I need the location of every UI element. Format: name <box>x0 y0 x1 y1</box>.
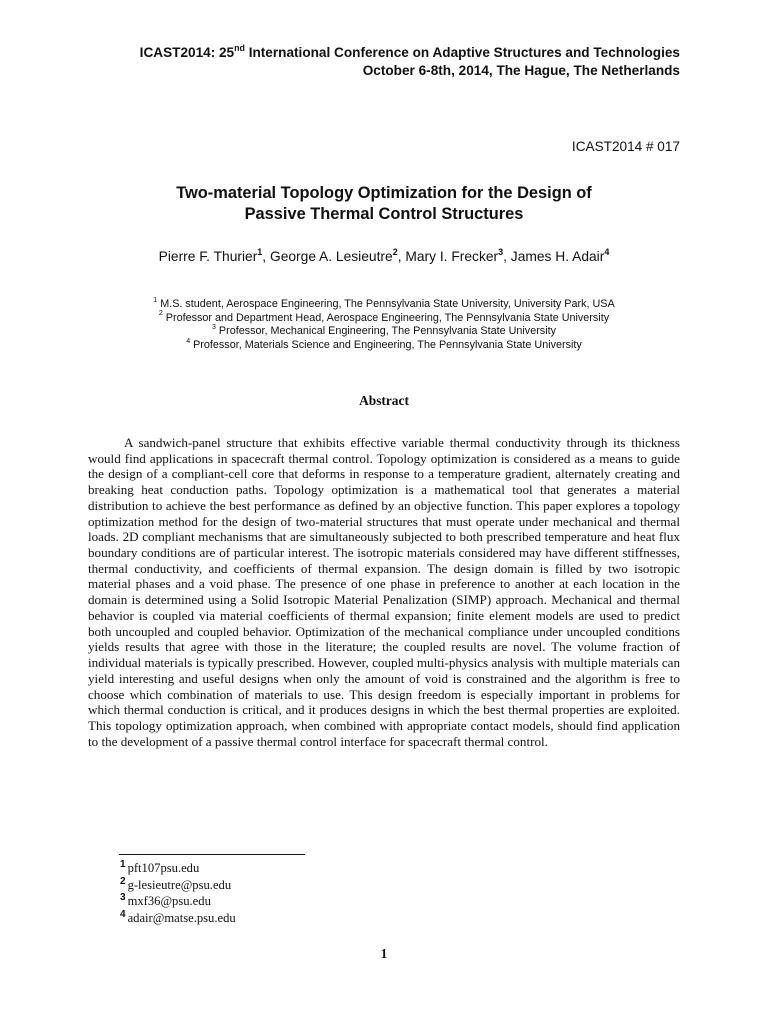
footnotes <box>120 860 236 927</box>
author-name: Pierre F. Thurier <box>158 249 258 264</box>
footnote-email: adair@matse.psu.edu <box>127 911 236 926</box>
footnote-divider <box>119 854 305 855</box>
author-mark: 2 <box>392 246 398 257</box>
footnote-email: mxf36@psu.edu <box>127 894 211 909</box>
affiliation-item: $^4$ Professor, Materials Science and Engineering, The Pennsylvania State University <box>186 337 582 351</box>
title-line-2: Passive Thermal Control Structures <box>244 205 524 223</box>
author-mark: 3 <box>498 246 504 257</box>
affiliation-item: $^2$ Professor and Department Head, Aerospace Engineering, The Pennsylvania State University <box>158 310 610 324</box>
footnote-item: $^3$ mxf36@psu.edu <box>120 892 211 909</box>
conference-dates: October 6-8th, 2014, The Hague, The Netherlands <box>362 63 680 78</box>
abstract-body: A sandwich-panel structure that exhibits effective variable thermal conductivity through its thickness would find applications in spacecraft thermal control. Topology optimization is considered as a means to guide the design of a compliant-cell core that deforms in response to a temperature gradient, alternately creating and breaking heat conduction paths. Topology optimization is a mathematical tool that generates a material distribution to achieve the best performance as defined by an objective function. This paper explores a topology optimization method for the design of two-material structures that must operate under mechanical and thermal loads. 2D compliant mechanisms that are simultaneously subjected to both prescribed temperature and heat flux boundary conditions are of particular interest. The isotropic materials considered may have different stiffnesses, thermal conductivity, and coefficients of thermal expansion. The design domain is filled by two isotropic material phases and a void phase. The presence of one phase in preference to another at each location in the domain is determined using a Solid Isotropic Material Penalization (SIMP) approach. Mechanical and thermal behavior is coupled via material coefficients of thermal expansion; finite element models are used to predict both uncoupled and coupled behavior. Optimization of the mechanical compliance under uncoupled conditions yields results that agree with those in the literature; the coupled results are novel. The volume fraction of individual materials is typically prescribed. However, coupled multi-physics analysis with multiple materials can yield interesting and useful designs when only the amount of void is constrained and the algorithm is free to choose which combination of materials to use. This design freedom is especially important in problems for which thermal conduction is critical, and it produces designs in which the best thermal properties are exploited. This topology optimization approach, when combined with appropriate contact models, should find application to the development of a passive thermal control interface for spacecraft thermal control. <box>88 435 680 749</box>
conference-header <box>140 44 680 80</box>
author-name: Mary I. Frecker <box>405 249 499 264</box>
author-name: James H. Adair <box>510 249 605 264</box>
footnote-item: $^1$ pft107psu.edu <box>120 858 200 875</box>
footnote-item: $^4$ adair@matse.psu.edu <box>120 908 236 926</box>
affiliation-item: $^3$ Professor, Mechanical Engineering, The Pennsylvania State University <box>212 323 556 338</box>
abstract-heading: Abstract <box>359 393 409 408</box>
author-mark: 1 <box>257 246 263 257</box>
footnote-email: pft107psu.edu <box>127 861 200 875</box>
footnote-email: g-lesieutre@psu.edu <box>127 877 232 892</box>
paper-title <box>0 183 768 225</box>
paper-id: ICAST2014 # 017 <box>571 139 680 154</box>
author-name: George A. Lesieutre <box>269 249 393 264</box>
page-number: 1 <box>380 946 388 961</box>
affiliation-item: $^1$ M.S. student, Aerospace Engineering, The Pennsylvania State University, University Park, USA <box>153 296 615 310</box>
affiliations <box>0 298 768 352</box>
conference-line: ICAST2014: 25nd International Conference on Adaptive Structures and Technologies <box>139 42 680 60</box>
title-line-1: Two-material Topology Optimization for the Design of <box>176 184 592 202</box>
author-list: Pierre F. Thurier$^1$, George A. Lesieutre$^2$, Mary I. Frecker$^3$, James H. Adair$^4$ <box>158 246 610 264</box>
author-mark: 4 <box>604 246 610 257</box>
footnote-item: $^2$ g-lesieutre@psu.edu <box>120 875 232 892</box>
